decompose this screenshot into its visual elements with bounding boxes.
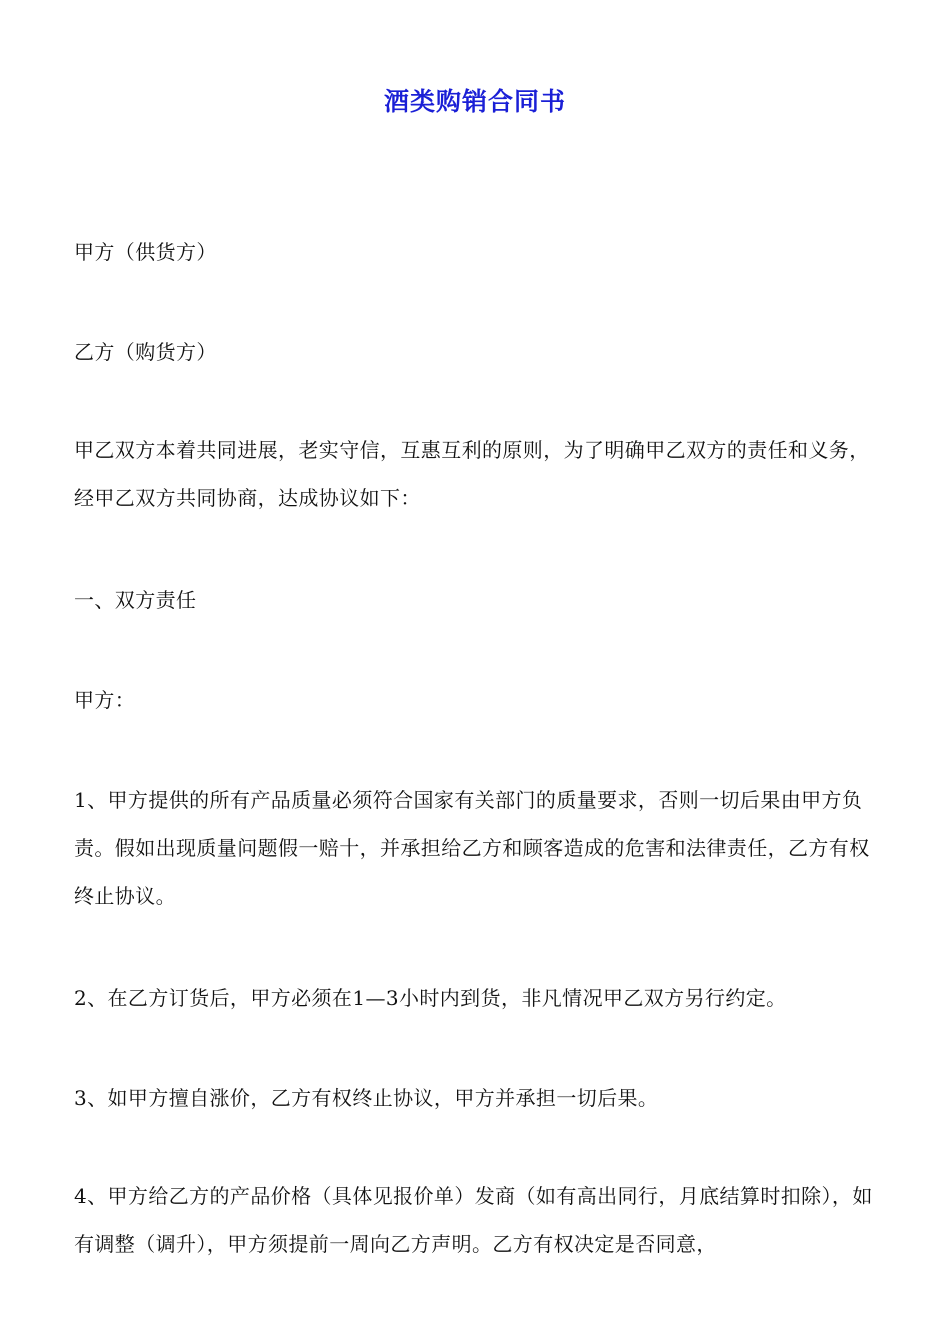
preamble-paragraph: 甲乙双方本着共同进展，老实守信，互惠互利的原则，为了明确甲乙双方的责任和义务，经甲乙双方共同协商，达成协议如下： bbox=[74, 438, 870, 510]
clause-1-paragraph: 1、甲方提供的所有产品质量必须符合国家有关部门的质量要求，否则一切后果由甲方负责。假如出现质量问题假一赔十，并承担给乙方和顾客造成的危害和法律责任，乙方有权终止协议。 bbox=[74, 788, 870, 908]
section-heading-responsibilities: 一、双方责任 bbox=[74, 588, 197, 612]
clause-3-paragraph: 3、如甲方擅自涨价，乙方有权终止协议，甲方并承担一切后果。 bbox=[74, 1086, 659, 1110]
clause-4-paragraph: 4、甲方给乙方的产品价格（具体见报价单）发商（如有高出同行，月底结算时扣除），如有调整（调升），甲方须提前一周向乙方声明。乙方有权决定是否同意， bbox=[74, 1184, 873, 1256]
party-a-heading: 甲方： bbox=[74, 688, 136, 712]
party-b-line: 乙方（购货方） bbox=[74, 340, 217, 364]
document-title: 酒类购销合同书 bbox=[383, 87, 566, 116]
party-a-line: 甲方（供货方） bbox=[74, 240, 217, 264]
clause-2-paragraph: 2、在乙方订货后，甲方必须在1—3小时内到货，非凡情况甲乙双方另行约定。 bbox=[74, 986, 787, 1010]
